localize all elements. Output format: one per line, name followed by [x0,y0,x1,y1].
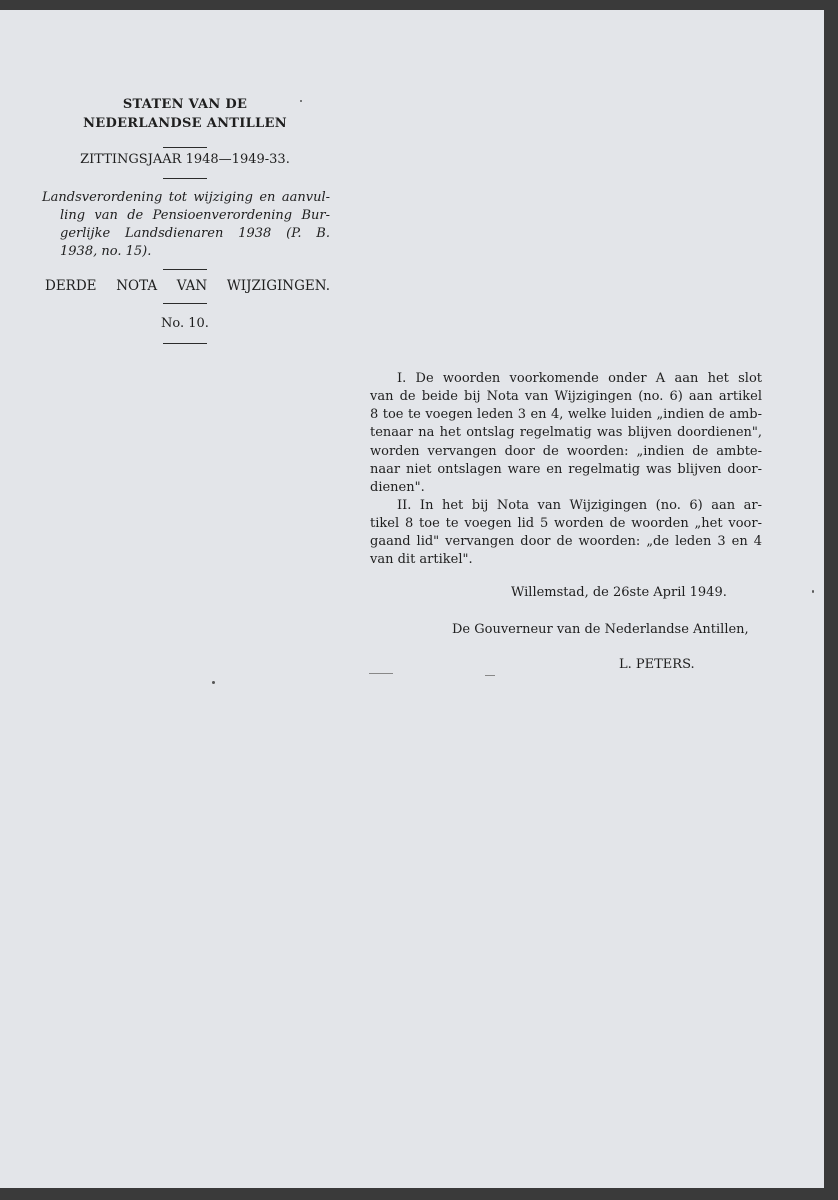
paragraph-2-line: II. In het bij Nota van Wijzigingen (no. 6) aan ar- [397,498,762,513]
speck [812,590,814,593]
session-year: ZITTINGSJAAR 1948—1949-33. [80,152,290,167]
place-date: Willemstad, de 26ste April 1949. [511,585,727,600]
divider [163,178,207,179]
signatory-title: De Gouverneur van de Nederlandse Antillen, [452,622,749,637]
divider [163,303,207,304]
paragraph-1-line: worden vervangen door de woorden: „indien de ambte- [370,444,762,459]
institution-line-1: STATEN VAN DE [122,97,248,112]
paragraph-1-line: I. De woorden voorkomende onder A aan het slot [397,371,762,386]
paragraph-1-line: dienen". [370,480,425,495]
subject-line: gerlijke Landsdienaren 1938 (P. B. [60,226,330,241]
paragraph-2-line: gaand lid" vervangen door de woorden: „de leden 3 en 4 [370,534,762,549]
paragraph-1-line: van de beide bij Nota van Wijzigingen (no. 6) aan artikel [370,389,762,404]
speck [300,100,302,102]
speck [485,675,495,676]
paragraph-1-line: tenaar na het ontslag regelmatig was blijven doordienen", [370,425,762,440]
divider [163,147,207,148]
paragraph-1-line: naar niet ontslagen ware en regelmatig was blijven door- [370,462,762,477]
institution-line-2: NEDERLANDSE ANTILLEN [83,116,287,131]
paragraph-2-line: van dit artikel". [370,552,473,567]
document-page [0,10,824,1188]
divider [163,343,207,344]
signatory-name: L. PETERS. [619,657,695,672]
subject-line: Landsverordening tot wijziging en aanvul- [42,190,330,205]
paragraph-2-line: tikel 8 toe te voegen lid 5 worden de woorden „het voor- [370,516,762,531]
subject-line: ling van de Pensioenverordening Bur- [60,208,330,223]
speck [369,673,393,674]
paragraph-1-line: 8 toe te voegen leden 3 en 4, welke luiden „indien de amb- [370,407,762,422]
nota-title: DERDE NOTA VAN WIJZIGINGEN. [45,278,330,294]
divider [163,269,207,270]
speck [212,681,215,684]
subject-line: 1938, no. 15). [60,244,152,259]
nota-number: No. 10. [161,316,209,331]
